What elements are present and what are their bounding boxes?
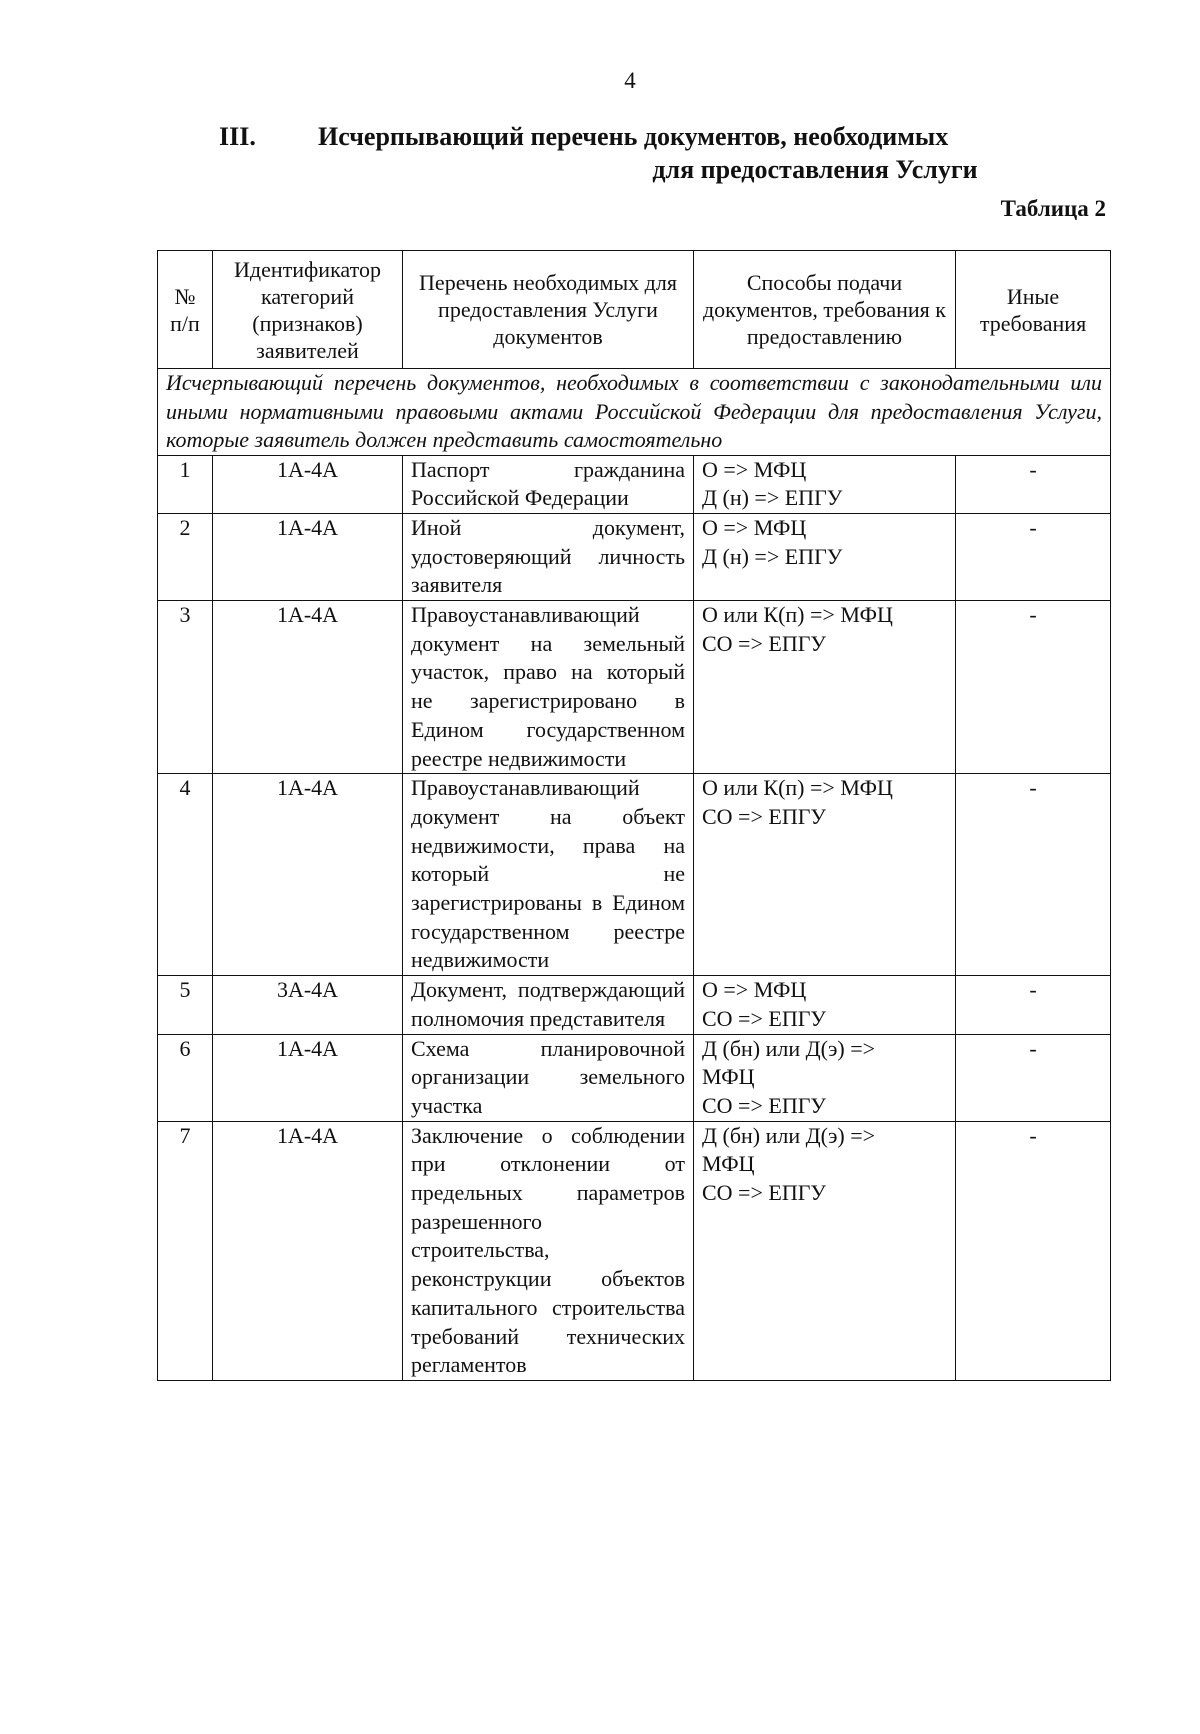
- row-category: 3А-4А: [213, 976, 403, 1034]
- row-document: Иной документ, удостоверяющий личность заявителя: [403, 513, 694, 600]
- row-other: -: [956, 1034, 1111, 1121]
- method-line: СО => ЕПГУ: [702, 630, 826, 656]
- header-methods: Способы подачи документов, требования к предоставлению: [694, 251, 956, 369]
- row-methods: [694, 601, 956, 774]
- table-row: [158, 455, 1111, 513]
- row-number: 5: [158, 976, 213, 1034]
- row-document: Схема планировочной организации земельного участка: [403, 1034, 694, 1121]
- row-number: 7: [158, 1121, 213, 1380]
- row-other: -: [956, 513, 1111, 600]
- row-methods: [694, 1034, 956, 1121]
- table-row: [158, 976, 1111, 1034]
- row-document: Документ, подтверждающий полномочия представителя: [403, 976, 694, 1034]
- method-line: Д (бн) или Д(э) =>: [702, 1122, 876, 1148]
- method-line: Д (н) => ЕПГУ: [702, 485, 843, 511]
- table-row: [158, 774, 1111, 976]
- row-document: Заключение о соблюдении при отклонении от предельных параметров разрешенного строительства, реконструкции объектов капитального строительства требований технических регламентов: [403, 1121, 694, 1380]
- row-document: Правоустанавливающий документ на земельный участок, право на который не зарегистрировано в Едином государственном реестре недвижимости: [403, 601, 694, 774]
- header-other: Иные требования: [956, 251, 1111, 369]
- row-number: 3: [158, 601, 213, 774]
- row-other: -: [956, 1121, 1111, 1380]
- row-category: 1А-4А: [213, 1121, 403, 1380]
- row-other: -: [956, 601, 1111, 774]
- row-category: 1А-4А: [213, 774, 403, 976]
- table-row: [158, 1121, 1111, 1380]
- documents-table: [157, 250, 1111, 1381]
- row-category: 1А-4А: [213, 513, 403, 600]
- header-documents: Перечень необходимых для предоставления Услуги документов: [403, 251, 694, 369]
- table-header-row: [158, 251, 1111, 369]
- section-title-line-1: Исчерпывающий перечень документов, необходимых: [318, 122, 949, 151]
- row-category: 1А-4А: [213, 455, 403, 513]
- header-category: Идентификатор категорий (признаков) заявителей: [213, 251, 403, 369]
- row-methods: [694, 774, 956, 976]
- method-line: СО => ЕПГУ: [702, 1092, 826, 1118]
- row-other: -: [956, 455, 1111, 513]
- row-number: 4: [158, 774, 213, 976]
- row-document: Правоустанавливающий документ на объект недвижимости, права на который не зарегистрированы в Едином государственном реестре недвижимости: [403, 774, 694, 976]
- header-num: № п/п: [158, 251, 213, 369]
- row-other: -: [956, 774, 1111, 976]
- row-other: -: [956, 976, 1111, 1034]
- method-line: Д (бн) или Д(э) =>: [702, 1035, 876, 1061]
- table-row: [158, 1034, 1111, 1121]
- page-number: 4: [624, 68, 636, 93]
- table-row: [158, 513, 1111, 600]
- method-line: СО => ЕПГУ: [702, 803, 826, 829]
- row-document: Паспорт гражданина Российской Федерации: [403, 455, 694, 513]
- section-title: Исчерпывающий перечень документов, необходимых в соответствии с законодательными или иными нормативными правовыми актами Российской Федерации для предоставления Услуги, которые заявитель должен представить самостоятельно: [158, 369, 1111, 456]
- method-line: СО => ЕПГУ: [702, 1180, 826, 1206]
- method-line: О => МФЦ: [702, 456, 807, 482]
- row-methods: [694, 455, 956, 513]
- section-title-line-2: для предоставления Услуги: [652, 155, 978, 184]
- row-number: 2: [158, 513, 213, 600]
- section-roman-numeral: III.: [219, 122, 256, 151]
- table-caption: Таблица 2: [1000, 196, 1106, 221]
- row-methods: [694, 513, 956, 600]
- method-line: МФЦ: [702, 1151, 755, 1177]
- method-line: О или К(п) => МФЦ: [702, 775, 893, 801]
- row-category: 1А-4А: [213, 1034, 403, 1121]
- method-line: МФЦ: [702, 1064, 755, 1090]
- table-row: [158, 601, 1111, 774]
- row-category: 1А-4А: [213, 601, 403, 774]
- row-methods: [694, 976, 956, 1034]
- method-line: Д (н) => ЕПГУ: [702, 543, 843, 569]
- method-line: О => МФЦ: [702, 514, 807, 540]
- method-line: СО => ЕПГУ: [702, 1005, 826, 1031]
- method-line: О => МФЦ: [702, 977, 807, 1003]
- row-number: 1: [158, 455, 213, 513]
- section-row: [158, 369, 1111, 456]
- row-number: 6: [158, 1034, 213, 1121]
- row-methods: [694, 1121, 956, 1380]
- method-line: О или К(п) => МФЦ: [702, 602, 893, 628]
